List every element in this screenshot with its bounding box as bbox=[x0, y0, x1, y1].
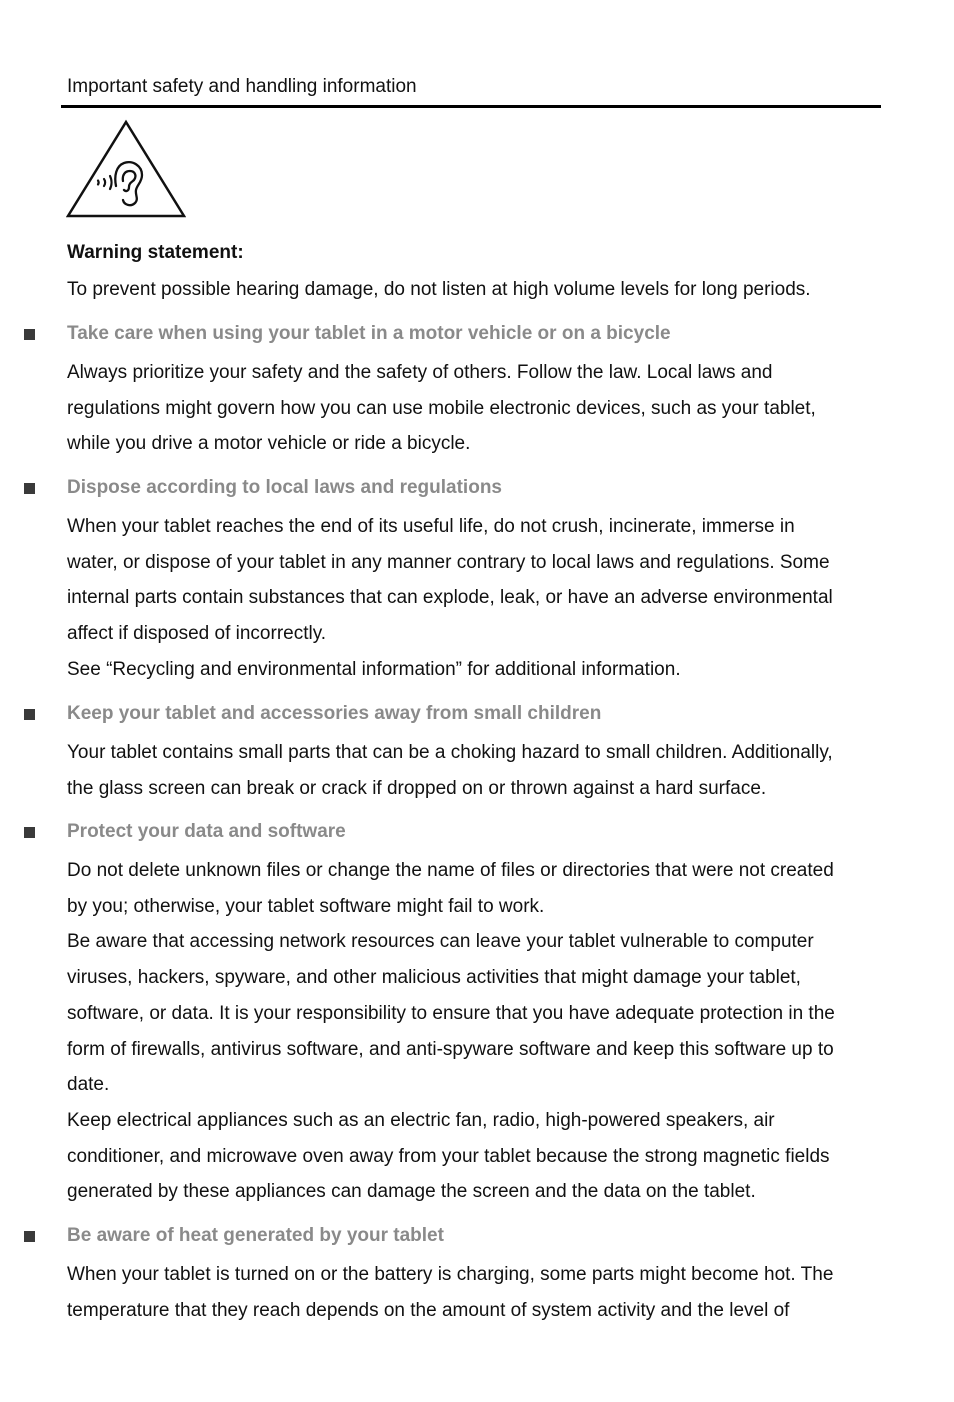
body-line: the glass screen can break or crack if dropped on or thrown against a hard surface. bbox=[67, 777, 767, 799]
body-line: temperature that they reach depends on the amount of system activity and the level of bbox=[67, 1299, 790, 1321]
heading-bullet-icon bbox=[24, 1231, 35, 1242]
section-body bbox=[67, 1257, 887, 1328]
body-line: form of firewalls, antivirus software, and anti-spyware software and keep this software up to bbox=[67, 1038, 834, 1060]
heading-bullet-icon bbox=[24, 483, 35, 494]
body-line: When your tablet is turned on or the battery is charging, some parts might become hot. The bbox=[67, 1264, 834, 1285]
section-heading: Be aware of heat generated by your tablet bbox=[67, 1225, 444, 1246]
section-body bbox=[67, 853, 887, 1210]
body-line: affect if disposed of incorrectly. bbox=[67, 623, 327, 645]
heading-bullet-icon bbox=[24, 827, 35, 838]
section-body bbox=[67, 509, 887, 688]
body-line: while you drive a motor vehicle or ride a bicycle. bbox=[67, 433, 471, 455]
heading-bullet-icon bbox=[24, 329, 35, 340]
body-line: viruses, hackers, spyware, and other malicious activities that might damage your tablet, bbox=[67, 967, 801, 989]
section-body bbox=[67, 735, 887, 806]
warning-text: To prevent possible hearing damage, do not listen at high volume levels for long periods. bbox=[67, 279, 811, 300]
heading-bullet-icon bbox=[24, 709, 35, 720]
running-header: Important safety and handling information bbox=[67, 76, 417, 97]
body-line: software, or data. It is your responsibility to ensure that you have adequate protection in the bbox=[67, 1002, 835, 1024]
hearing-damage-warning-icon bbox=[66, 119, 186, 219]
body-line: generated by these appliances can damage the screen and the data on the tablet. bbox=[67, 1181, 756, 1203]
section-heading: Dispose according to local laws and regulations bbox=[67, 477, 502, 498]
body-line: water, or dispose of your tablet in any manner contrary to local laws and regulations. Some bbox=[67, 551, 830, 573]
see-also-line: See “Recycling and environmental information” for additional information. bbox=[67, 658, 681, 680]
warning-title: Warning statement: bbox=[67, 242, 244, 263]
body-line: When your tablet reaches the end of its useful life, do not crush, incinerate, immerse in bbox=[67, 516, 795, 537]
warning-text-block bbox=[67, 272, 887, 308]
body-line: Your tablet contains small parts that can be a choking hazard to small children. Additionally, bbox=[67, 742, 833, 763]
body-line: date. bbox=[67, 1074, 110, 1096]
section-heading: Protect your data and software bbox=[67, 821, 346, 842]
section-body bbox=[67, 355, 887, 462]
body-line: regulations might govern how you can use mobile electronic devices, such as your tablet, bbox=[67, 397, 816, 419]
body-line: Do not delete unknown files or change the name of files or directories that were not created bbox=[67, 860, 834, 881]
section-heading: Keep your tablet and accessories away from small children bbox=[67, 703, 602, 724]
header-rule bbox=[61, 105, 881, 108]
body-line: Be aware that accessing network resources can leave your tablet vulnerable to computer bbox=[67, 931, 814, 953]
body-line: Always prioritize your safety and the safety of others. Follow the law. Local laws and bbox=[67, 362, 773, 383]
body-line: by you; otherwise, your tablet software might fail to work. bbox=[67, 895, 545, 917]
body-line: conditioner, and microwave oven away from your tablet because the strong magnetic fields bbox=[67, 1145, 830, 1167]
body-line: internal parts contain substances that can explode, leak, or have an adverse environmental bbox=[67, 587, 833, 609]
body-line: Keep electrical appliances such as an electric fan, radio, high-powered speakers, air bbox=[67, 1109, 775, 1131]
section-heading: Take care when using your tablet in a motor vehicle or on a bicycle bbox=[67, 323, 671, 344]
